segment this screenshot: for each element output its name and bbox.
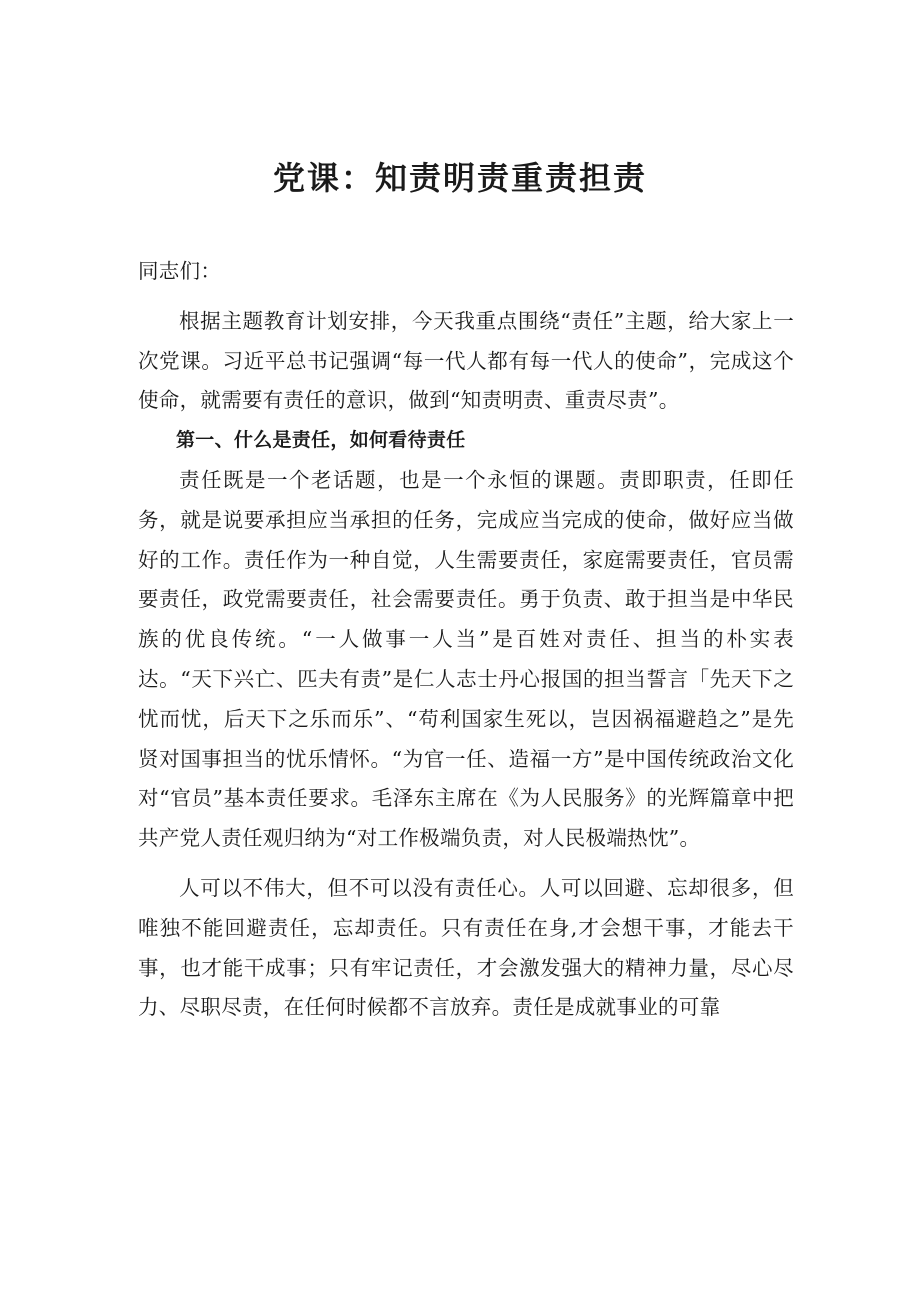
document-title: 党课：知责明责重责担责 xyxy=(272,159,647,197)
salutation: 同志们： xyxy=(138,259,222,283)
section-heading: 第一、什么是责任，如何看待责任 xyxy=(176,429,466,452)
paragraph-gap xyxy=(138,859,794,869)
body-paragraph: 责任既是一个老话题，也是一个永恒的课题。责即职责，任即任务，就是说要承担应当承担的任务，完成应当完成的使命，做好应当做好的工作。责任作为一种自觉，人生需要责任，家庭需要责任，官员需要责任，政党需要责任，社会需要责任。勇于负责、敢于担当是中华民族的优良传统。“一人做事一人当”是百姓对责任、担当的朴实表达。“天下兴亡、匹夫有责”是仁人志士丹心报国的担当誓言「先天下之忧而忧，后天下之乐而乐”、“苟利国家生死以，岂因祸福避趋之”是先贤对国事担当的忧乐情怀。“为官一任、造福一方”是中国传统政治文化对“官员”基本责任要求。毛泽东主席在《为人民服务》的光辉篇章中把共产党人责任观归纳为“对工作极端负责，对人民极端热忱”。 xyxy=(138,467,794,851)
document-body xyxy=(138,252,794,1028)
body-paragraph: 人可以不伟大，但不可以没有责任心。人可以回避、忘却很多，但唯独不能回避责任，忘却责任。只有责任在身,才会想干事，才能去干事，也才能干成事；只有牢记责任，才会激发强大的精神力量，尽心尽力、尽职尽责，在任何时候都不言放弃。责任是成就事业的可靠 xyxy=(138,875,794,1020)
intro-paragraph: 根据主题教育计划安排，今天我重点围绕“责任”主题，给大家上一次党课。习近平总书记强调“每一代人都有每一代人的使命”，完成这个使命，就需要有责任的意识，做到“知责明责、重责尽责”。 xyxy=(138,308,794,413)
paragraph-gap xyxy=(138,292,794,302)
